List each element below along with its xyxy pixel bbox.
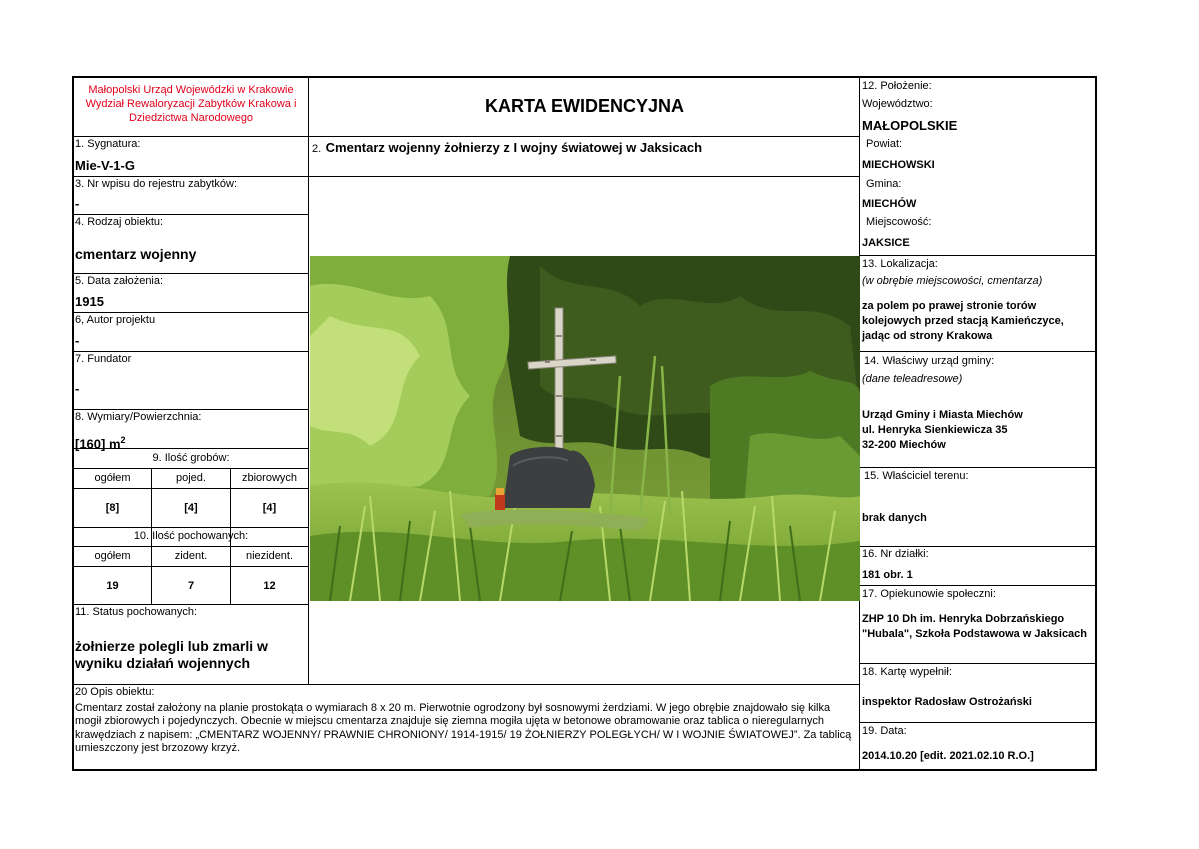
graves-header-single: pojed. [176,472,206,484]
divider [73,351,309,352]
buried-unidentified: 12 [263,580,276,592]
graves-header-collective: zbiorowych [241,472,298,484]
buried-header-unidentified: niezident. [245,550,294,562]
author-value: - [75,333,80,348]
divider [860,722,1096,723]
divider [73,566,309,567]
divider [73,312,309,313]
town-value: JAKSICE [862,237,910,249]
divider [860,663,1096,664]
county-label: Powiat: [866,138,903,150]
divider [73,468,309,469]
divider [73,136,309,137]
buried-identified: 7 [187,580,195,592]
size-value-row [75,432,126,452]
office-label: 14. Właściwy urząd gminy: [864,355,995,367]
date-value: 2014.10.20 [edit. 2021.02.10 R.O.] [862,750,1034,762]
type-label: 4. Rodzaj obiektu: [75,216,164,228]
plot-label: 16. Nr działki: [862,548,929,560]
divider [73,409,309,410]
register-value: - [75,196,80,211]
signature-value: Mie-V-1-G [75,158,135,173]
signature-label: 1. Sygnatura: [75,138,141,150]
divider [860,585,1096,586]
buried-header-total: ogółem [94,550,131,562]
founder-label: 7. Fundator [75,353,132,365]
date-label: 19. Data: [862,725,907,737]
divider [309,136,860,137]
divider [860,546,1096,547]
description-text: Cmentarz został założony na planie prostokąta o wymiarach 8 x 20 m. Pierwotnie ogrodzony był sosnowymi żerdziami. W jego obrębie znajdowało się kilka mogił zbiorowych i pojedynczych. Obecnie w miejscu cmentarza znajduje się ziemna mogiła ujęta w betonowe obramowanie oraz tablica o nieregularnych krawędziach z napisem: „CMENTARZ WOJENNY/ PRAWNIE CHRONIONY/ 1914-1915/ 19 ŻOŁNIERZY POLEGŁYCH/ W I WOJNIE ŚWIATOWEJ”. Za tablicą umieszczony jest brzozowy krzyż. [75,702,852,754]
owner-label: 15. Właściciel terenu: [864,470,969,482]
buried-label: 10. Ilość pochowanych: [133,530,249,542]
location-label: 12. Położenie: [862,80,932,92]
graves-label: 9. Ilość grobów: [152,452,230,464]
office-name: Urząd Gminy i Miasta Miechów [862,409,1023,421]
author-label: 6, Autor projektu [75,314,156,326]
institution-name: Małopolski Urząd Wojewódzki w Krakowie Wydział Rewaloryzacji Zabytków Krakowa i Dziedzictwa Narodowego [85,84,297,124]
founder-value: - [75,381,80,396]
object-name-row [312,139,857,157]
filled-label: 18. Kartę wypełnił: [862,666,952,678]
office-hint: (dane teleadresowe) [862,373,963,385]
voivodeship-value: MAŁOPOLSKIE [862,118,958,133]
status-label: 11. Status pochowanych: [75,606,198,618]
localization-label: 13. Lokalizacja: [862,258,938,270]
founded-label: 5. Data założenia: [75,275,164,287]
buried-total: 19 [106,580,119,592]
localization-hint: (w obrębie miejscowości, cmentarza) [862,275,1043,287]
divider [860,351,1096,352]
divider [309,176,860,177]
commune-value: MIECHÓW [862,198,917,210]
divider [151,527,231,528]
object-name: Cmentarz wojenny żołnierzy z I wojny światowej w Jaksicach [325,140,703,155]
divider [73,214,309,215]
divider [73,488,309,489]
office-street: ul. Henryka Sienkiewicza 35 [862,424,1008,436]
filled-value: inspektor Radosław Ostrożański [862,696,1032,708]
size-label: 8. Wymiary/Powierzchnia: [75,411,202,423]
office-city: 32-200 Miechów [862,439,946,451]
size-unit-exponent: 2 [120,435,126,445]
divider [73,546,309,547]
voivodeship-label: Województwo: [862,98,933,110]
object-name-number: 2. [312,143,322,155]
divider [73,273,309,274]
cemetery-photo-drawing [310,256,860,601]
guardians-label: 17. Opiekunowie społeczni: [862,588,996,600]
localization-value: za polem po prawej stronie torów kolejowych przed stacją Kamieńczyce, jadąc od strony Krakowa [862,300,1064,342]
register-label: 3. Nr wpisu do rejestru zabytków: [75,178,238,190]
commune-label: Gmina: [866,178,902,190]
graves-header-total: ogółem [94,472,131,484]
town-label: Miejscowość: [866,216,932,228]
page-title: KARTA EWIDENCYJNA [484,96,684,116]
guardians-value: ZHP 10 Dh im. Henryka Dobrzańskiego "Hubala", Szkoła Podstawowa w Jaksicach [862,613,1088,640]
description-top-divider [73,684,860,685]
divider [73,604,309,605]
graves-collective: [4] [262,502,277,514]
cemetery-photo [310,256,860,601]
divider [73,176,309,177]
graves-single: [4] [184,502,198,514]
left-column-divider [308,77,309,684]
divider [860,467,1096,468]
status-value: żołnierze polegli lub zmarli w wyniku działań wojennych [75,638,268,671]
divider [860,255,1096,256]
size-value: [160] m [75,436,121,452]
graves-total: [8] [105,502,120,514]
buried-header-identified: zident. [174,550,208,562]
owner-value: brak danych [862,512,927,524]
description-label: 20 Opis obiektu: [75,686,155,698]
county-value: MIECHOWSKI [862,159,935,171]
plot-value: 181 obr. 1 [862,569,913,581]
founded-value: 1915 [75,294,104,309]
type-value: cmentarz wojenny [75,246,197,262]
